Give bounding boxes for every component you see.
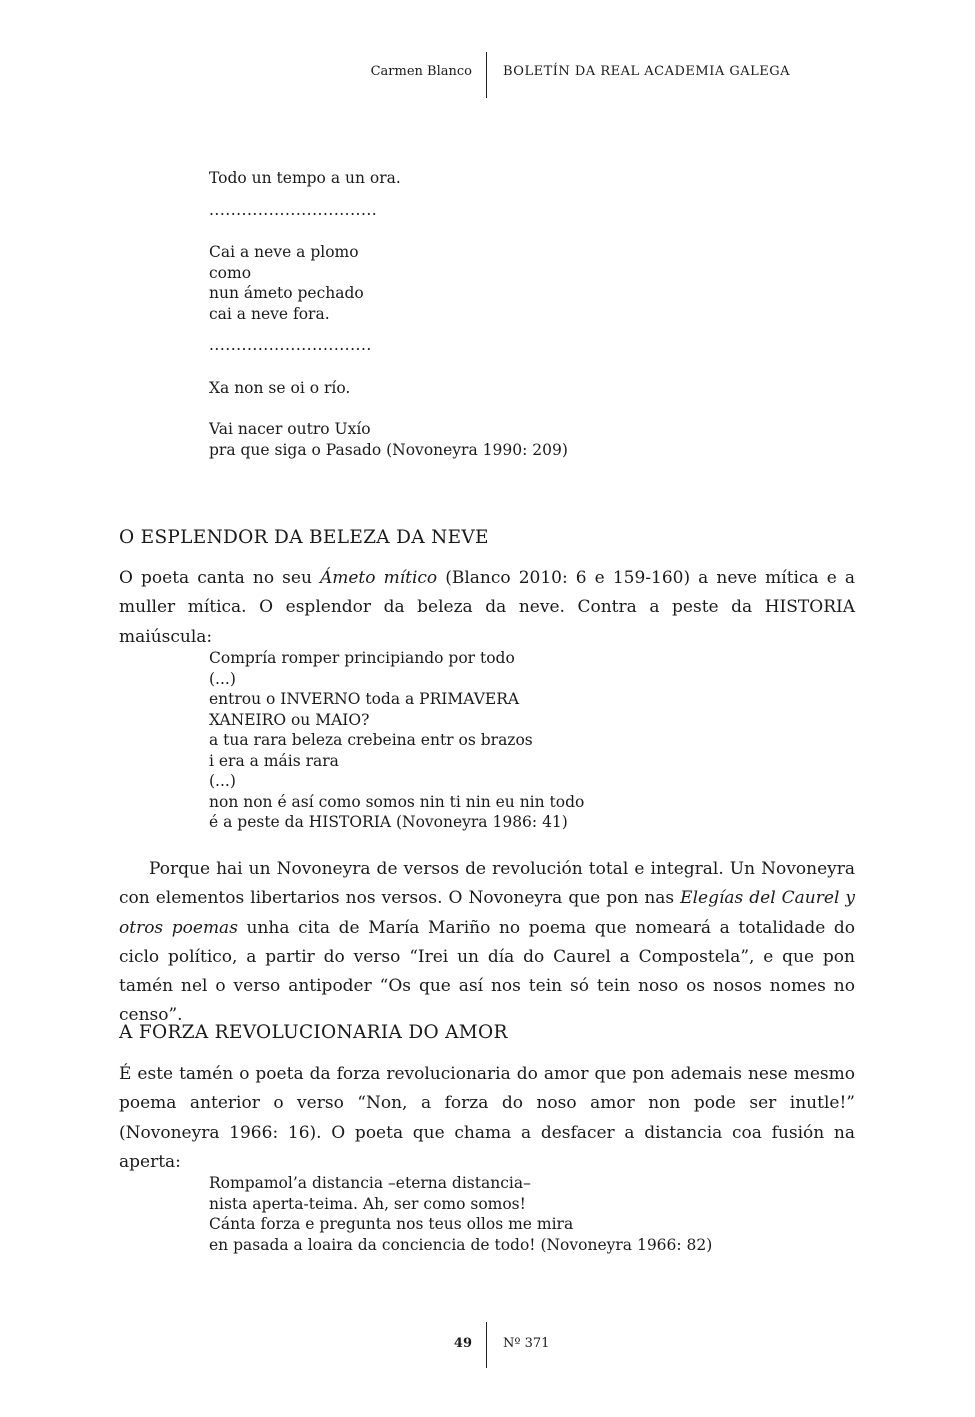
poem-line: Todo un tempo a un ora. [209,169,401,187]
poem-line: Rompamol’a distancia –eterna distancia– [209,1174,531,1192]
header-journal: BOLETÍN DA REAL ACADEMIA GALEGA [503,64,791,79]
poem-line: como [209,263,252,282]
ellipsis-dots: .............................. [209,336,372,354]
paragraph-text: unha cita de María Mariño no poema que nomeará a totalidade do ciclo político, a partir do verso “Irei un día do Caurel a Compostela”, e que pon tamén nel o verso antipoder “Os que así nos tein só tein noso os nosos nomes no censo”. [119,917,855,1026]
poem-line: non non é así como somos nin ti nin eu nin todo [209,792,585,811]
italic-title: Ámeto mítico [319,568,438,588]
page-footer [0,1322,975,1368]
poem-line: Cánta forza e pregunta nos teus ollos me mira [209,1215,574,1233]
section-heading-1: O ESPLENDOR DA BELEZA DA NEVE [119,527,489,548]
poem-line: cai a neve fora. [209,304,330,323]
ellipsis-dots: ............................... [209,200,378,219]
footer-divider [486,1322,487,1368]
paragraph-text: (Blanco 2010: 6 e 159-160) a neve mítica e a muller mítica. O esplendor da beleza da neve. Contra a peste da HISTORIA maiúscula: [119,568,855,647]
section-heading-2: A FORZA REVOLUCIONARIA DO AMOR [119,1022,508,1043]
poem-line: é a peste da HISTORIA (Novoneyra 1986: 41) [209,813,568,831]
poem-line: Vai nacer outro Uxío [209,420,371,438]
poem-line: XANEIRO ou MAIO? [209,710,370,729]
paragraph-2 [119,855,855,1031]
poem-line: entrou o INVERNO toda a PRIMAVERA [209,690,520,708]
issue-number: Nº 371 [503,1336,550,1351]
poem-line: i era a máis rara [209,751,339,770]
paragraph-text: O poeta canta no seu [119,568,320,588]
paragraph-3: É este tamén o poeta da forza revolucionaria do amor que pon ademais nese mesmo poema anterior o verso “Non, a forza do noso amor non pode ser inutle!” (Novoneyra 1966: 16). O poeta que chama a desfacer a distancia coa fusión na aperta: [119,1064,855,1172]
poem-line: nista aperta-teima. Ah, ser como somos! [209,1194,526,1213]
header-divider [486,52,487,98]
poem-quote-3 [209,1173,712,1255]
poem-quote-1 [209,168,568,460]
page-number: 49 [453,1336,472,1351]
running-header [0,52,975,98]
italic-title: Elegías del Caurel y otros poemas [119,888,856,938]
poem-line: (...) [209,669,236,688]
poem-quote-2 [209,648,584,833]
poem-line: nun ámeto pechado [209,284,364,302]
poem-line: pra que siga o Pasado (Novoneyra 1990: 209) [209,440,568,459]
header-author: Carmen Blanco [370,64,472,79]
poem-line: en pasada a loaira da conciencia de todo! (Novoneyra 1966: 82) [209,1235,713,1254]
paragraph-text: Porque hai un Novoneyra de versos de revolución total e integral. Un Novoneyra con elementos libertarios nos versos. O Novoneyra que pon nas [119,859,855,909]
poem-line: a tua rara beleza crebeina entr os brazos [209,731,533,749]
paragraph-1 [119,564,855,652]
poem-line: (...) [209,772,236,790]
poem-line: Compría romper principiando por todo [209,649,515,667]
poem-line: Xa non se oi o río. [209,378,351,397]
poem-line: Cai a neve a plomo [209,243,359,261]
